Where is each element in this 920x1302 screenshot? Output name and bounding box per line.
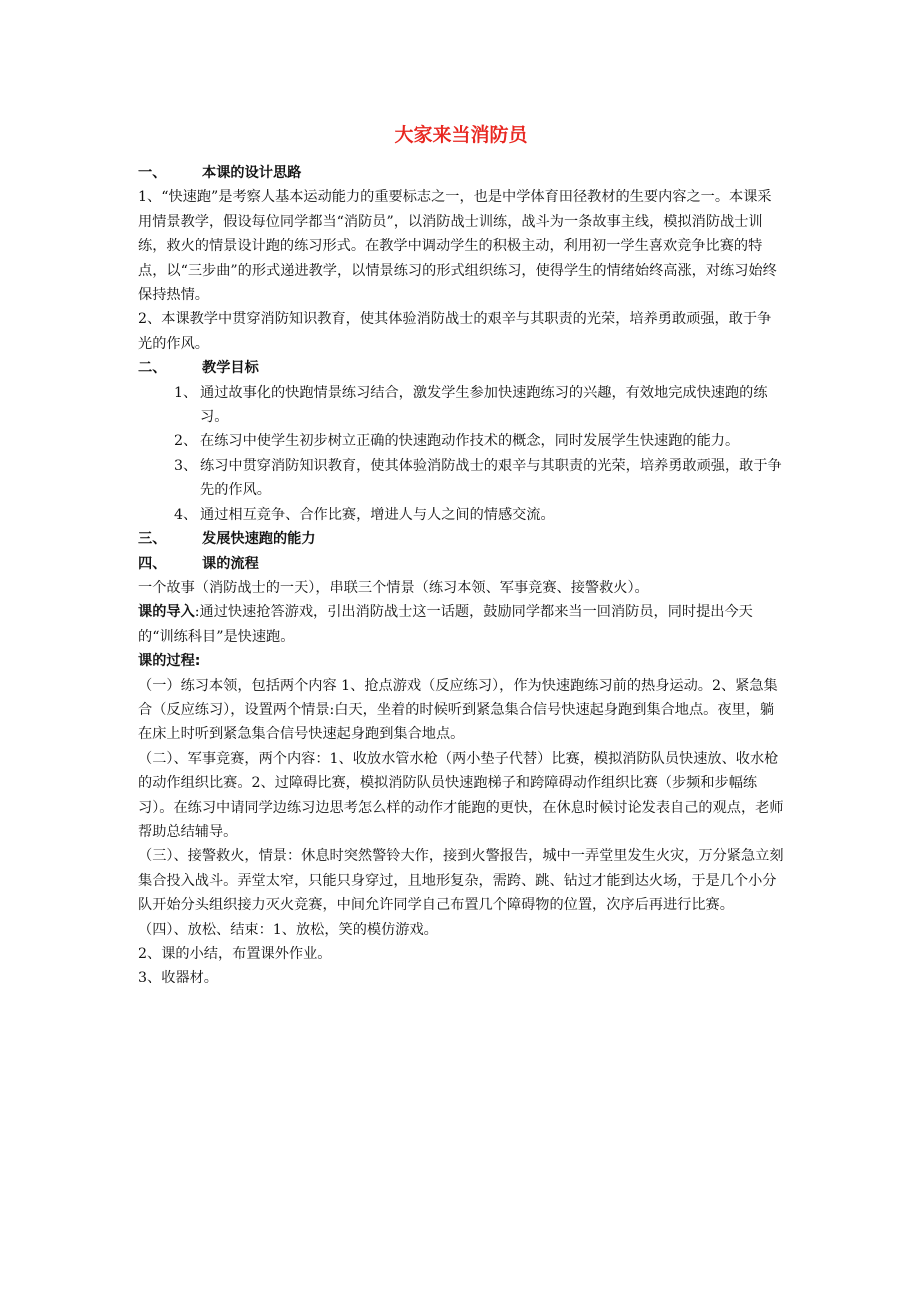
section-number: 三、 xyxy=(138,531,167,548)
list-item-text: 在练习中使学生初步树立正确的快速跑动作技术的概念，同时发展学生快速跑的能力。 xyxy=(200,433,740,450)
section-title: 本课的设计思路 xyxy=(202,165,302,181)
lead-text: :通过快速抢答游戏，引出消防战士这一话题，鼓励同学都来当一回消防员，同时提出今天的“训练科目”是快速跑。 xyxy=(138,604,753,645)
paragraph-part-4c: 3、收器材。 xyxy=(138,970,218,987)
section-heading-goals xyxy=(138,356,784,380)
paragraph-lesson-lead xyxy=(138,600,784,649)
list-item-text: 通过故事化的快跑情景练习结合，激发学生参加快速跑练习的兴趣，有效地完成快速跑的练习。 xyxy=(200,384,768,426)
section-heading-ability xyxy=(138,527,784,551)
section-title: 发展快速跑的能力 xyxy=(202,531,316,548)
section-title: 教学目标 xyxy=(202,360,259,377)
paragraph-flow-intro: 一个故事（消防战士的一天），串联三个情景（练习本领、军事竞赛、接警救火）。 xyxy=(138,579,649,596)
goals-list xyxy=(138,381,784,527)
section-number: 四、 xyxy=(138,555,167,572)
lead-label: 课的导入 xyxy=(138,604,195,621)
list-item-number: 4、 xyxy=(174,506,198,523)
list-item-number: 3、 xyxy=(174,457,198,474)
section-number: 一、 xyxy=(138,165,167,181)
section-heading-design xyxy=(138,161,784,185)
paragraph-part-4b: 2、课的小结，布置课外作业。 xyxy=(138,946,332,962)
paragraph-design-2: 2、本课教学中贯穿消防知识教育，使其体验消防战士的艰辛与其职责的光荣，培养勇敢顽强，敢于争光的作风。 xyxy=(138,311,772,352)
process-label: 课的过程: xyxy=(138,653,201,670)
section-heading-flow xyxy=(138,552,784,576)
paragraph-part-2: （二）、军事竞赛，两个内容：1、收放水管水枪（两小垫子代替）比赛，模拟消防队员快速放、收水枪的动作组织比赛。2、过障碍比赛，模拟消防队员快速跑梯子和跨障碍动作组织比赛（步频和步幅练习）。在练习中请同学边练习边思考怎么样的动作才能跑的更快，在休息时候讨论发表自己的观点，老师帮助总结辅导。 xyxy=(138,750,784,840)
paragraph-design-1: 1、“快速跑”是考察人基本运动能力的重要标志之一，也是中学体育田径教材的生要内容之一。本课采用情景教学，假设每位同学都当“消防员”，以消防战士训练，战斗为一条故事主线，模拟消防战士训练，救火的情景设计跑的练习形式。在教学中调动学生的积极主动，利用初一学生喜欢竞争比赛的特点，以“三步曲”的形式递进教学，以情景练习的形式组织练习，使得学生的情绪始终高涨，对练习始终保持热情。 xyxy=(138,189,777,304)
list-item-number: 1、 xyxy=(174,384,198,401)
list-item xyxy=(174,429,784,453)
list-item xyxy=(174,454,784,503)
list-item xyxy=(174,503,784,527)
list-item-text: 通过相互竞争、合作比赛，增进人与人之间的情感交流。 xyxy=(200,506,555,523)
list-item xyxy=(174,381,784,430)
section-title: 课的流程 xyxy=(202,555,259,572)
paragraph-part-1: （一）练习本领，包括两个内容 1、抢点游戏（反应练习），作为快速跑练习前的热身运动。2、紧急集合（反应练习），设置两个情景:白天，坐着的时候听到紧急集合信号快速起身跑到集合地点。夜里，躺在床上时听到紧急集合信号快速起身跑到集合地点。 xyxy=(138,677,778,743)
paragraph-part-3: （三）、接警救火，情景：休息时突然警铃大作，接到火警报告，城中一弄堂里发生火灾，万分紧急立刻集合投入战斗。弄堂太窄，只能只身穿过，且地形复杂，需跨、跳、钻过才能到达火场，于是几个小分队开始分头组织接力灭火竞赛，中间允许同学自己布置几个障碍物的位置，次序后再进行比赛。 xyxy=(138,848,784,914)
paragraph-part-4a: （四）、放松、结束：1、放松，笑的模仿游戏。 xyxy=(138,921,438,938)
section-number: 二、 xyxy=(138,360,167,377)
list-item-number: 2、 xyxy=(174,433,198,450)
list-item-text: 练习中贯穿消防知识教育，使其体验消防战士的艰辛与其职责的光荣，培养勇敢顽强，敢于争先的作风。 xyxy=(200,457,782,499)
document-body xyxy=(138,161,784,991)
document-title: 大家来当消防员 xyxy=(394,124,528,146)
